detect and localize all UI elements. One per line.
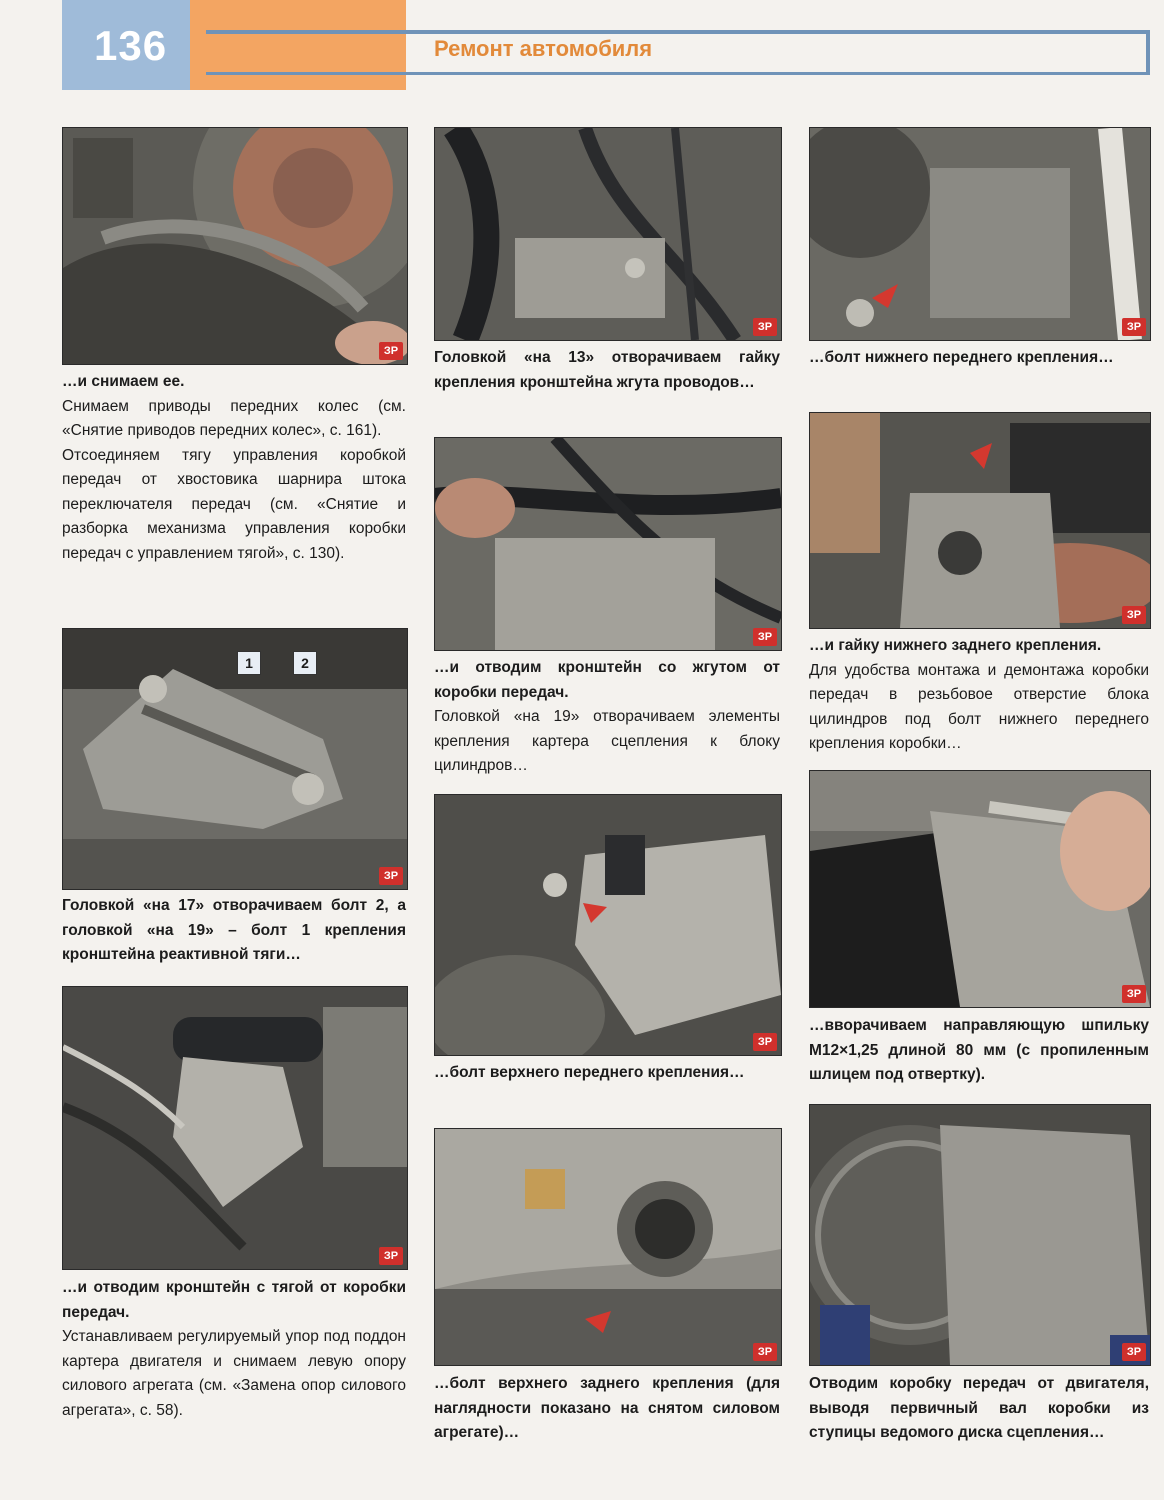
publisher-badge: ЗР <box>1122 318 1146 336</box>
header-accent-block <box>190 0 406 90</box>
caption: …вворачиваем направляющую шпильку М12×1,25 длиной 80 мм (с пропиленным шлицем под отвертку). <box>809 1017 1149 1083</box>
page-number: 136 <box>94 22 168 69</box>
photo-upper-front-bolt <box>434 794 782 1056</box>
publisher-badge: ЗР <box>379 867 403 885</box>
header-rule-top <box>206 30 1150 34</box>
caption: Головкой «на 13» отворачиваем гайку крепления кронштейна жгута проводов… <box>434 349 780 391</box>
callout-label-1: 1 <box>237 651 261 675</box>
caption: Головкой «на 17» отворачиваем болт 2, а головкой «на 19» – болт 1 крепления кронштейна реактивной тяги… <box>62 897 406 963</box>
col3-text-block-3 <box>809 1014 1149 1088</box>
col2-text-block-4 <box>434 1372 780 1446</box>
photo-lower-front-bolt <box>809 127 1151 341</box>
paragraph: Для удобства монтажа и демонтажа коробки передач в резьбовое отверстие блока цилиндров под болт нижнего переднего крепления коробки… <box>809 661 1149 752</box>
publisher-badge: ЗР <box>753 628 777 646</box>
publisher-badge: ЗР <box>753 1343 777 1361</box>
paragraph: Головкой «на 19» отворачиваем элементы крепления картера сцепления к блоку цилиндров… <box>434 708 780 774</box>
paragraph: Снимаем приводы передних колес (см. «Снятие приводов передних колес», с. 161). <box>62 397 406 439</box>
photo-lower-rear-nut <box>809 412 1151 629</box>
caption: …и отводим кронштейн со жгутом от коробки передач. <box>434 659 780 701</box>
publisher-badge: ЗР <box>379 342 403 360</box>
publisher-badge: ЗР <box>1122 1343 1146 1361</box>
paragraph: Отсоединяем тягу управления коробкой передач от хвостовика шарнира штока переключателя передач (см. «Снятие и разборка механизма управления коробки передач с управлением тягой», с. 130). <box>62 446 406 562</box>
caption: …болт нижнего переднего крепления… <box>809 349 1114 366</box>
caption: …и отводим кронштейн с тягой от коробки передач. <box>62 1279 406 1321</box>
col3-text-block-2 <box>809 634 1149 757</box>
publisher-badge: ЗР <box>1122 985 1146 1003</box>
publisher-badge: ЗР <box>753 318 777 336</box>
header-rule-right <box>1146 30 1150 75</box>
col2-text-block-1 <box>434 346 780 395</box>
publisher-badge: ЗР <box>379 1247 403 1265</box>
col3-text-block-4 <box>809 1372 1149 1446</box>
col1-text-block-3 <box>62 1276 406 1423</box>
photo-harness-bracket-removed <box>434 437 782 651</box>
col1-text-block-1 <box>62 370 406 566</box>
publisher-badge: ЗР <box>1122 606 1146 624</box>
paragraph: Устанавливаем регулируемый упор под поддон картера двигателя и снимаем левую опору силового агрегата (см. «Замена опор силового агрегата», с. 58). <box>62 1328 406 1419</box>
col2-text-block-3 <box>434 1061 780 1086</box>
section-title: Ремонт автомобиля <box>434 36 653 61</box>
photo-flywheel-cover <box>62 127 408 365</box>
photo-bracket-with-rod <box>62 986 408 1270</box>
col3-text-block-1 <box>809 346 1149 371</box>
col1-text-block-2 <box>62 894 406 968</box>
page-header <box>0 0 1164 95</box>
publisher-badge: ЗР <box>753 1033 777 1051</box>
caption: …и снимаем ее. <box>62 373 185 390</box>
caption: …болт верхнего переднего крепления… <box>434 1064 745 1081</box>
photo-reaction-rod-bracket <box>62 628 408 890</box>
photo-gearbox-removal <box>809 1104 1151 1366</box>
caption: …болт верхнего заднего крепления (для наглядности показано на снятом силовом агрегате)… <box>434 1375 780 1441</box>
photo-upper-rear-bolt <box>434 1128 782 1366</box>
photo-guide-stud <box>809 770 1151 1008</box>
header-rule-bottom <box>206 72 1150 75</box>
photo-wiring-harness-nut <box>434 127 782 341</box>
caption: Отводим коробку передач от двигателя, выводя первичный вал коробки из ступицы ведомого диска сцепления… <box>809 1375 1149 1441</box>
caption: …и гайку нижнего заднего крепления. <box>809 637 1102 654</box>
col2-text-block-2 <box>434 656 780 779</box>
callout-label-2: 2 <box>293 651 317 675</box>
